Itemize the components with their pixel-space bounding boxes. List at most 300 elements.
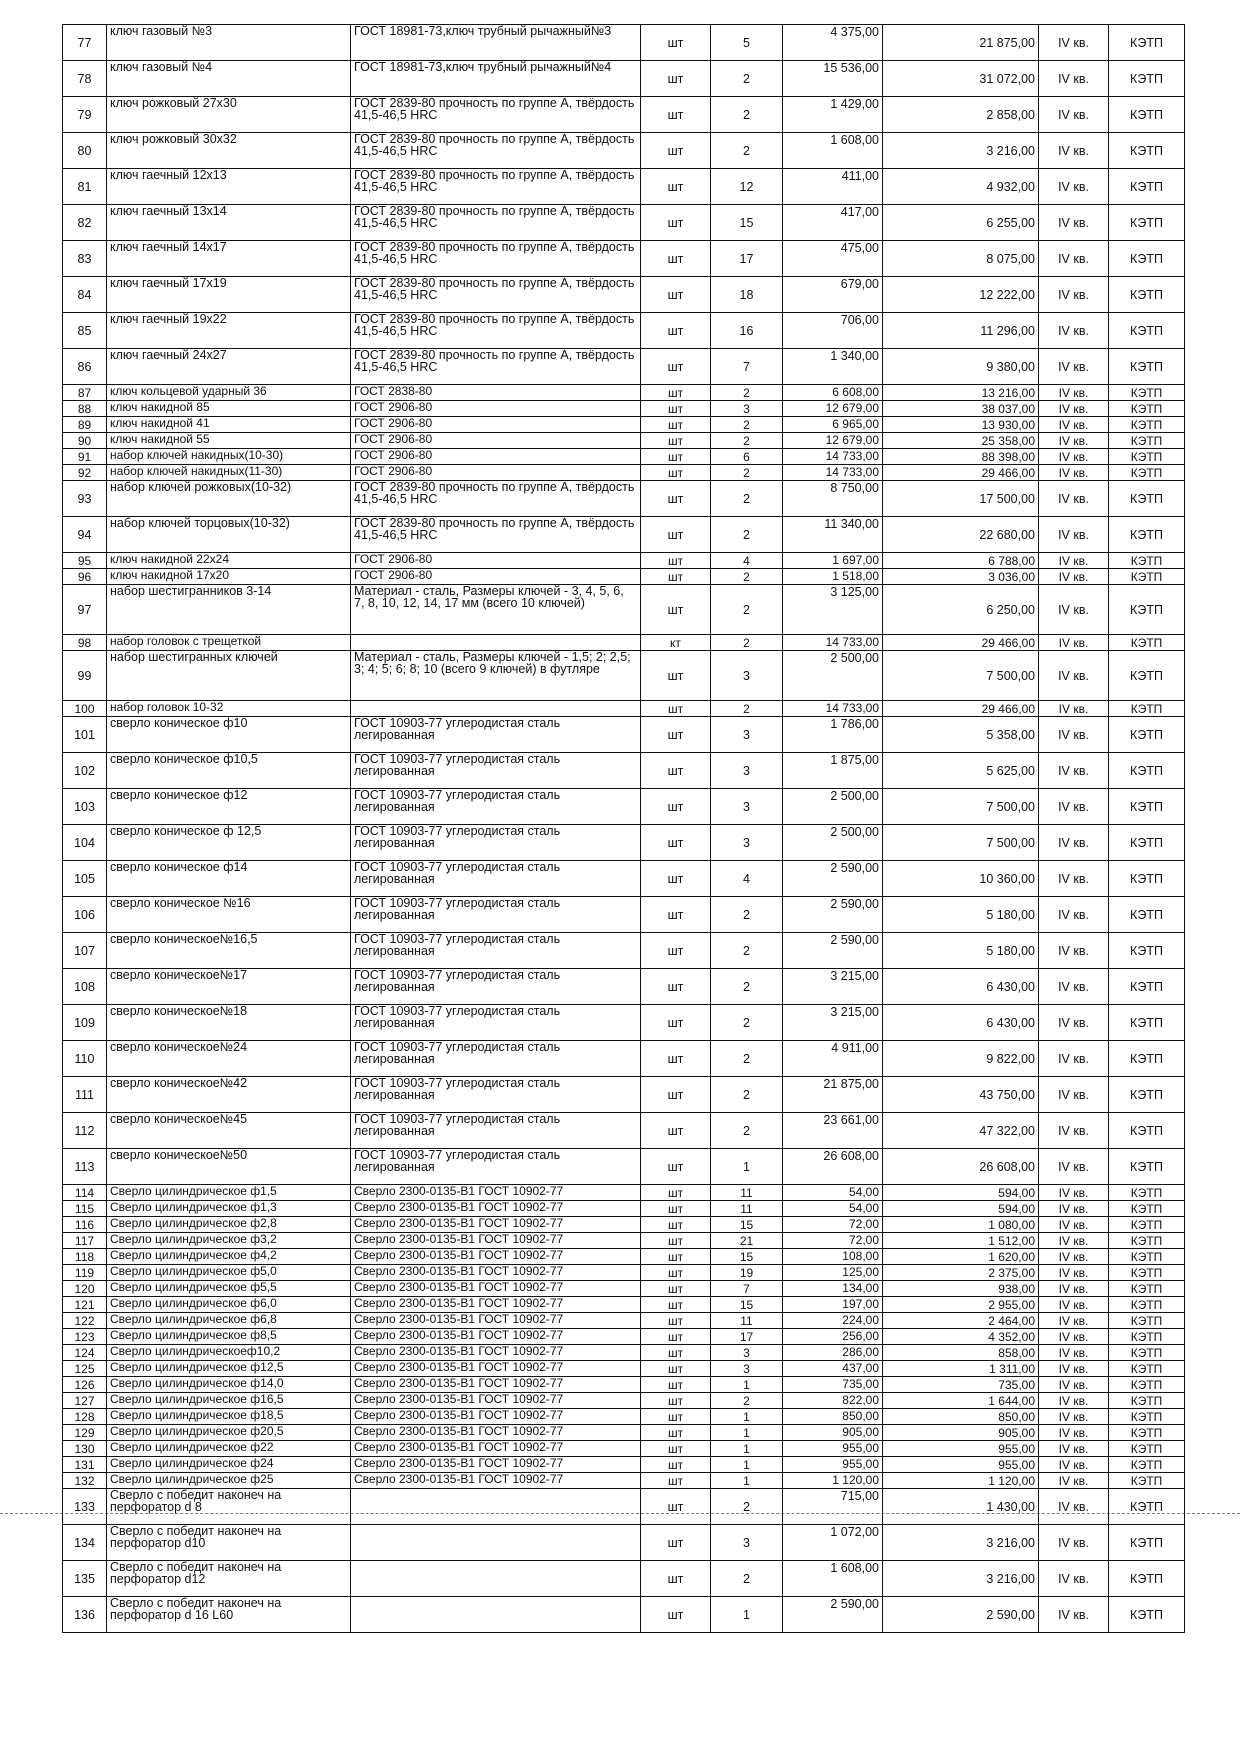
item-name: сверло коническое№24	[107, 1041, 351, 1077]
unit-price-cell: 1 786,00	[783, 717, 883, 753]
row-number: 100	[63, 701, 107, 717]
item-name: ключ гаечный 24х27	[107, 349, 351, 385]
unit-price-cell: 125,00	[783, 1265, 883, 1281]
table-row	[63, 25, 1185, 61]
quarter-cell: IV кв.	[1039, 1597, 1109, 1633]
unit-cell: шт	[641, 789, 711, 825]
quarter-cell: IV кв.	[1039, 1425, 1109, 1441]
total-sum-cell: 3 036,00	[883, 569, 1039, 585]
item-spec: Сверло 2300-0135-В1 ГОСТ 10902-77	[351, 1313, 641, 1329]
quarter-cell: IV кв.	[1039, 465, 1109, 481]
department-cell: КЭТП	[1109, 717, 1185, 753]
total-sum-cell: 735,00	[883, 1377, 1039, 1393]
item-spec: ГОСТ 10903-77 углеродистая сталь легированная	[351, 789, 641, 825]
procurement-table	[62, 24, 1185, 1633]
total-sum-cell: 938,00	[883, 1281, 1039, 1297]
total-sum-cell: 1 120,00	[883, 1473, 1039, 1489]
item-name: сверло коническое ф10,5	[107, 753, 351, 789]
unit-price-cell: 54,00	[783, 1185, 883, 1201]
unit-cell: шт	[641, 825, 711, 861]
department-cell: КЭТП	[1109, 1457, 1185, 1473]
unit-price-cell: 6 965,00	[783, 417, 883, 433]
total-sum-cell: 21 875,00	[883, 25, 1039, 61]
total-sum-cell: 47 322,00	[883, 1113, 1039, 1149]
row-number: 97	[63, 585, 107, 635]
unit-cell: шт	[641, 433, 711, 449]
item-name: набор головок 10-32	[107, 701, 351, 717]
row-number: 121	[63, 1297, 107, 1313]
quarter-cell: IV кв.	[1039, 1409, 1109, 1425]
item-spec: Сверло 2300-0135-В1 ГОСТ 10902-77	[351, 1185, 641, 1201]
table-row	[63, 205, 1185, 241]
quarter-cell: IV кв.	[1039, 241, 1109, 277]
table-row	[63, 1457, 1185, 1473]
quarter-cell: IV кв.	[1039, 1441, 1109, 1457]
total-sum-cell: 6 430,00	[883, 969, 1039, 1005]
unit-price-cell: 14 733,00	[783, 635, 883, 651]
unit-price-cell: 417,00	[783, 205, 883, 241]
quarter-cell: IV кв.	[1039, 349, 1109, 385]
item-spec: ГОСТ 2839-80 прочность по группе А, твёрдость 41,5-46,5 HRC	[351, 241, 641, 277]
quarter-cell: IV кв.	[1039, 1329, 1109, 1345]
table-body	[63, 25, 1185, 1633]
unit-cell: шт	[641, 1281, 711, 1297]
row-number: 90	[63, 433, 107, 449]
quarter-cell: IV кв.	[1039, 569, 1109, 585]
department-cell: КЭТП	[1109, 1233, 1185, 1249]
department-cell: КЭТП	[1109, 569, 1185, 585]
row-number: 106	[63, 897, 107, 933]
quarter-cell: IV кв.	[1039, 701, 1109, 717]
unit-cell: шт	[641, 97, 711, 133]
quantity-cell: 2	[711, 1041, 783, 1077]
row-number: 133	[63, 1489, 107, 1525]
row-number: 107	[63, 933, 107, 969]
item-spec: Сверло 2300-0135-В1 ГОСТ 10902-77	[351, 1457, 641, 1473]
department-cell: КЭТП	[1109, 205, 1185, 241]
item-spec: Сверло 2300-0135-В1 ГОСТ 10902-77	[351, 1281, 641, 1297]
quantity-cell: 2	[711, 897, 783, 933]
item-spec: ГОСТ 2839-80 прочность по группе А, твёрдость 41,5-46,5 HRC	[351, 313, 641, 349]
row-number: 115	[63, 1201, 107, 1217]
quarter-cell: IV кв.	[1039, 1361, 1109, 1377]
quantity-cell: 2	[711, 517, 783, 553]
quantity-cell: 1	[711, 1457, 783, 1473]
quarter-cell: IV кв.	[1039, 651, 1109, 701]
unit-price-cell: 6 608,00	[783, 385, 883, 401]
row-number: 89	[63, 417, 107, 433]
quarter-cell: IV кв.	[1039, 1265, 1109, 1281]
total-sum-cell: 6 430,00	[883, 1005, 1039, 1041]
item-spec: ГОСТ 10903-77 углеродистая сталь легированная	[351, 897, 641, 933]
department-cell: КЭТП	[1109, 1473, 1185, 1489]
unit-price-cell: 134,00	[783, 1281, 883, 1297]
row-number: 125	[63, 1361, 107, 1377]
department-cell: КЭТП	[1109, 635, 1185, 651]
unit-price-cell: 3 215,00	[783, 1005, 883, 1041]
total-sum-cell: 2 375,00	[883, 1265, 1039, 1281]
quantity-cell: 1	[711, 1149, 783, 1185]
item-spec: Сверло 2300-0135-В1 ГОСТ 10902-77	[351, 1425, 641, 1441]
procurement-table-sheet	[62, 24, 1184, 1633]
department-cell: КЭТП	[1109, 465, 1185, 481]
table-row	[63, 789, 1185, 825]
quantity-cell: 15	[711, 1297, 783, 1313]
unit-price-cell: 2 590,00	[783, 1597, 883, 1633]
unit-price-cell: 4 911,00	[783, 1041, 883, 1077]
row-number: 88	[63, 401, 107, 417]
unit-price-cell: 14 733,00	[783, 701, 883, 717]
total-sum-cell: 5 625,00	[883, 753, 1039, 789]
row-number: 108	[63, 969, 107, 1005]
quantity-cell: 16	[711, 313, 783, 349]
unit-cell: шт	[641, 1441, 711, 1457]
row-number: 119	[63, 1265, 107, 1281]
row-number: 99	[63, 651, 107, 701]
quarter-cell: IV кв.	[1039, 717, 1109, 753]
department-cell: КЭТП	[1109, 25, 1185, 61]
item-name: Сверло цилиндрическое ф5,0	[107, 1265, 351, 1281]
quantity-cell: 2	[711, 417, 783, 433]
item-spec: Сверло 2300-0135-В1 ГОСТ 10902-77	[351, 1233, 641, 1249]
quarter-cell: IV кв.	[1039, 313, 1109, 349]
quarter-cell: IV кв.	[1039, 25, 1109, 61]
unit-price-cell: 11 340,00	[783, 517, 883, 553]
unit-cell: шт	[641, 1005, 711, 1041]
quarter-cell: IV кв.	[1039, 61, 1109, 97]
total-sum-cell: 25 358,00	[883, 433, 1039, 449]
department-cell: КЭТП	[1109, 1525, 1185, 1561]
total-sum-cell: 29 466,00	[883, 635, 1039, 651]
quantity-cell: 2	[711, 1489, 783, 1525]
quarter-cell: IV кв.	[1039, 169, 1109, 205]
department-cell: КЭТП	[1109, 1441, 1185, 1457]
item-name: набор ключей накидных(10-30)	[107, 449, 351, 465]
item-spec: ГОСТ 2839-80 прочность по группе А, твёрдость 41,5-46,5 HRC	[351, 349, 641, 385]
row-number: 77	[63, 25, 107, 61]
unit-cell: шт	[641, 349, 711, 385]
total-sum-cell: 9 822,00	[883, 1041, 1039, 1077]
total-sum-cell: 594,00	[883, 1201, 1039, 1217]
table-row	[63, 1041, 1185, 1077]
total-sum-cell: 5 358,00	[883, 717, 1039, 753]
row-number: 94	[63, 517, 107, 553]
quarter-cell: IV кв.	[1039, 1377, 1109, 1393]
department-cell: КЭТП	[1109, 1329, 1185, 1345]
item-spec: ГОСТ 2906-80	[351, 417, 641, 433]
quarter-cell: IV кв.	[1039, 825, 1109, 861]
unit-price-cell: 1 429,00	[783, 97, 883, 133]
total-sum-cell: 858,00	[883, 1345, 1039, 1361]
unit-cell: шт	[641, 1041, 711, 1077]
quantity-cell: 3	[711, 717, 783, 753]
unit-price-cell: 411,00	[783, 169, 883, 205]
unit-cell: шт	[641, 1113, 711, 1149]
item-name: Сверло цилиндрическое ф12,5	[107, 1361, 351, 1377]
unit-price-cell: 4 375,00	[783, 25, 883, 61]
quarter-cell: IV кв.	[1039, 97, 1109, 133]
table-row	[63, 1329, 1185, 1345]
department-cell: КЭТП	[1109, 1345, 1185, 1361]
department-cell: КЭТП	[1109, 169, 1185, 205]
department-cell: КЭТП	[1109, 1393, 1185, 1409]
unit-cell: шт	[641, 1473, 711, 1489]
quarter-cell: IV кв.	[1039, 133, 1109, 169]
quantity-cell: 18	[711, 277, 783, 313]
department-cell: КЭТП	[1109, 97, 1185, 133]
quarter-cell: IV кв.	[1039, 585, 1109, 635]
quantity-cell: 19	[711, 1265, 783, 1281]
quantity-cell: 3	[711, 753, 783, 789]
item-name: сверло коническое№50	[107, 1149, 351, 1185]
total-sum-cell: 6 788,00	[883, 553, 1039, 569]
quantity-cell: 3	[711, 1361, 783, 1377]
department-cell: КЭТП	[1109, 861, 1185, 897]
quantity-cell: 1	[711, 1473, 783, 1489]
quarter-cell: IV кв.	[1039, 277, 1109, 313]
table-row	[63, 133, 1185, 169]
unit-cell: шт	[641, 205, 711, 241]
item-name: ключ накидной 55	[107, 433, 351, 449]
quantity-cell: 3	[711, 1345, 783, 1361]
quarter-cell: IV кв.	[1039, 1345, 1109, 1361]
unit-price-cell: 2 500,00	[783, 651, 883, 701]
unit-cell: шт	[641, 651, 711, 701]
unit-price-cell: 850,00	[783, 1409, 883, 1425]
total-sum-cell: 6 255,00	[883, 205, 1039, 241]
unit-cell: шт	[641, 1233, 711, 1249]
total-sum-cell: 3 216,00	[883, 133, 1039, 169]
item-spec: Сверло 2300-0135-В1 ГОСТ 10902-77	[351, 1329, 641, 1345]
item-spec: ГОСТ 10903-77 углеродистая сталь легированная	[351, 717, 641, 753]
department-cell: КЭТП	[1109, 789, 1185, 825]
row-number: 86	[63, 349, 107, 385]
quantity-cell: 3	[711, 401, 783, 417]
quantity-cell: 1	[711, 1441, 783, 1457]
table-row	[63, 1077, 1185, 1113]
unit-cell: шт	[641, 385, 711, 401]
row-number: 123	[63, 1329, 107, 1345]
item-name: Сверло цилиндрическое ф2,8	[107, 1217, 351, 1233]
quantity-cell: 2	[711, 635, 783, 651]
department-cell: КЭТП	[1109, 1425, 1185, 1441]
item-spec: ГОСТ 10903-77 углеродистая сталь легированная	[351, 933, 641, 969]
table-row	[63, 1345, 1185, 1361]
item-spec: Сверло 2300-0135-В1 ГОСТ 10902-77	[351, 1393, 641, 1409]
quantity-cell: 2	[711, 61, 783, 97]
unit-price-cell: 1 875,00	[783, 753, 883, 789]
department-cell: КЭТП	[1109, 1041, 1185, 1077]
unit-price-cell: 224,00	[783, 1313, 883, 1329]
item-name: Сверло цилиндрическое ф3,2	[107, 1233, 351, 1249]
item-name: ключ газовый №4	[107, 61, 351, 97]
department-cell: КЭТП	[1109, 481, 1185, 517]
quantity-cell: 2	[711, 1393, 783, 1409]
table-row	[63, 753, 1185, 789]
department-cell: КЭТП	[1109, 1265, 1185, 1281]
table-row	[63, 1597, 1185, 1633]
total-sum-cell: 22 680,00	[883, 517, 1039, 553]
department-cell: КЭТП	[1109, 1185, 1185, 1201]
item-name: Сверло цилиндрическоеф10,2	[107, 1345, 351, 1361]
unit-cell: шт	[641, 417, 711, 433]
quantity-cell: 2	[711, 585, 783, 635]
total-sum-cell: 3 216,00	[883, 1525, 1039, 1561]
item-spec	[351, 701, 641, 717]
row-number: 112	[63, 1113, 107, 1149]
item-name: ключ кольцевой ударный 36	[107, 385, 351, 401]
unit-price-cell: 1 697,00	[783, 553, 883, 569]
item-name: набор ключей рожковых(10-32)	[107, 481, 351, 517]
item-spec: ГОСТ 10903-77 углеродистая сталь легированная	[351, 1077, 641, 1113]
department-cell: КЭТП	[1109, 313, 1185, 349]
row-number: 110	[63, 1041, 107, 1077]
item-name: Сверло цилиндрическое ф20,5	[107, 1425, 351, 1441]
row-number: 117	[63, 1233, 107, 1249]
quarter-cell: IV кв.	[1039, 1041, 1109, 1077]
unit-price-cell: 1 518,00	[783, 569, 883, 585]
row-number: 116	[63, 1217, 107, 1233]
item-spec: ГОСТ 2839-80 прочность по группе А, твёрдость 41,5-46,5 HRC	[351, 481, 641, 517]
quantity-cell: 1	[711, 1597, 783, 1633]
quantity-cell: 2	[711, 1077, 783, 1113]
item-name: сверло коническое №16	[107, 897, 351, 933]
quantity-cell: 2	[711, 433, 783, 449]
total-sum-cell: 2 464,00	[883, 1313, 1039, 1329]
table-row	[63, 1525, 1185, 1561]
quantity-cell: 3	[711, 651, 783, 701]
quarter-cell: IV кв.	[1039, 1233, 1109, 1249]
unit-cell: шт	[641, 481, 711, 517]
row-number: 135	[63, 1561, 107, 1597]
department-cell: КЭТП	[1109, 1005, 1185, 1041]
quantity-cell: 2	[711, 133, 783, 169]
total-sum-cell: 4 352,00	[883, 1329, 1039, 1345]
unit-cell: шт	[641, 897, 711, 933]
item-spec: ГОСТ 2839-80 прочность по группе А, твёрдость 41,5-46,5 HRC	[351, 97, 641, 133]
table-row	[63, 449, 1185, 465]
total-sum-cell: 6 250,00	[883, 585, 1039, 635]
item-spec: ГОСТ 2839-80 прочность по группе А, твёрдость 41,5-46,5 HRC	[351, 205, 641, 241]
item-name: Сверло с победит наконеч на перфоратор d 16 L60	[107, 1597, 351, 1633]
total-sum-cell: 12 222,00	[883, 277, 1039, 313]
item-name: Сверло цилиндрическое ф6,0	[107, 1297, 351, 1313]
quarter-cell: IV кв.	[1039, 1489, 1109, 1525]
unit-cell: шт	[641, 1185, 711, 1201]
unit-cell: шт	[641, 241, 711, 277]
quarter-cell: IV кв.	[1039, 433, 1109, 449]
quarter-cell: IV кв.	[1039, 1077, 1109, 1113]
item-spec: ГОСТ 2906-80	[351, 449, 641, 465]
unit-price-cell: 12 679,00	[783, 401, 883, 417]
department-cell: КЭТП	[1109, 933, 1185, 969]
unit-cell: шт	[641, 1361, 711, 1377]
unit-cell: шт	[641, 465, 711, 481]
item-name: ключ накидной 41	[107, 417, 351, 433]
department-cell: КЭТП	[1109, 1249, 1185, 1265]
row-number: 114	[63, 1185, 107, 1201]
quarter-cell: IV кв.	[1039, 897, 1109, 933]
table-row	[63, 897, 1185, 933]
unit-cell: шт	[641, 449, 711, 465]
quarter-cell: IV кв.	[1039, 1473, 1109, 1489]
unit-cell: шт	[641, 1297, 711, 1313]
quantity-cell: 21	[711, 1233, 783, 1249]
total-sum-cell: 850,00	[883, 1409, 1039, 1425]
row-number: 122	[63, 1313, 107, 1329]
quantity-cell: 1	[711, 1409, 783, 1425]
item-name: Сверло цилиндрическое ф25	[107, 1473, 351, 1489]
table-row	[63, 1361, 1185, 1377]
row-number: 129	[63, 1425, 107, 1441]
total-sum-cell: 2 590,00	[883, 1597, 1039, 1633]
item-name: Сверло цилиндрическое ф22	[107, 1441, 351, 1457]
table-row	[63, 1441, 1185, 1457]
total-sum-cell: 5 180,00	[883, 897, 1039, 933]
total-sum-cell: 1 512,00	[883, 1233, 1039, 1249]
unit-price-cell: 905,00	[783, 1425, 883, 1441]
department-cell: КЭТП	[1109, 1561, 1185, 1597]
total-sum-cell: 2 955,00	[883, 1297, 1039, 1313]
table-row	[63, 1425, 1185, 1441]
unit-cell: шт	[641, 569, 711, 585]
table-row	[63, 1561, 1185, 1597]
quantity-cell: 6	[711, 449, 783, 465]
quantity-cell: 2	[711, 569, 783, 585]
unit-cell: шт	[641, 1457, 711, 1473]
total-sum-cell: 1 311,00	[883, 1361, 1039, 1377]
table-row	[63, 169, 1185, 205]
total-sum-cell: 4 932,00	[883, 169, 1039, 205]
table-row	[63, 61, 1185, 97]
unit-cell: шт	[641, 25, 711, 61]
total-sum-cell: 13 930,00	[883, 417, 1039, 433]
row-number: 132	[63, 1473, 107, 1489]
item-spec	[351, 1597, 641, 1633]
unit-cell: шт	[641, 1201, 711, 1217]
quantity-cell: 1	[711, 1425, 783, 1441]
item-spec: Сверло 2300-0135-В1 ГОСТ 10902-77	[351, 1297, 641, 1313]
unit-price-cell: 14 733,00	[783, 449, 883, 465]
total-sum-cell: 1 620,00	[883, 1249, 1039, 1265]
unit-price-cell: 108,00	[783, 1249, 883, 1265]
department-cell: КЭТП	[1109, 1377, 1185, 1393]
unit-cell: шт	[641, 1313, 711, 1329]
unit-price-cell: 197,00	[783, 1297, 883, 1313]
unit-price-cell: 3 125,00	[783, 585, 883, 635]
table-row	[63, 1185, 1185, 1201]
unit-price-cell: 286,00	[783, 1345, 883, 1361]
unit-price-cell: 715,00	[783, 1489, 883, 1525]
row-number: 126	[63, 1377, 107, 1393]
department-cell: КЭТП	[1109, 241, 1185, 277]
quantity-cell: 5	[711, 25, 783, 61]
row-number: 124	[63, 1345, 107, 1361]
item-spec: ГОСТ 10903-77 углеродистая сталь легированная	[351, 825, 641, 861]
table-row	[63, 97, 1185, 133]
total-sum-cell: 7 500,00	[883, 651, 1039, 701]
quantity-cell: 17	[711, 1329, 783, 1345]
item-spec	[351, 635, 641, 651]
unit-cell: шт	[641, 1597, 711, 1633]
total-sum-cell: 38 037,00	[883, 401, 1039, 417]
item-spec: ГОСТ 18981-73,ключ трубный рычажный№3	[351, 25, 641, 61]
unit-cell: шт	[641, 1425, 711, 1441]
table-row	[63, 1265, 1185, 1281]
unit-cell: шт	[641, 61, 711, 97]
row-number: 130	[63, 1441, 107, 1457]
total-sum-cell: 2 858,00	[883, 97, 1039, 133]
